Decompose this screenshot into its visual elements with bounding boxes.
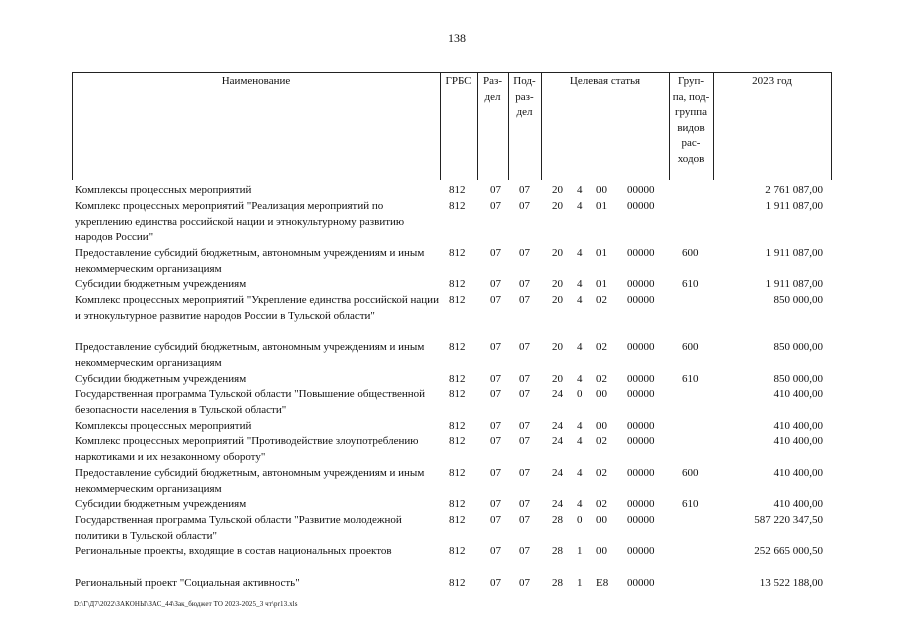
- row-cs-element: 02: [596, 373, 607, 385]
- header-podrazdel: Под- раз- дел: [513, 75, 536, 118]
- row-cs-direction: 00000: [627, 294, 655, 306]
- row-cs-type: 4: [577, 278, 583, 290]
- row-cs-direction: 00000: [627, 200, 655, 212]
- row-cs-direction: 00000: [627, 514, 655, 526]
- row-cs-direction: 00000: [627, 247, 655, 259]
- row-cs-element: 02: [596, 435, 607, 447]
- row-podrazdel: 07: [519, 247, 530, 259]
- row-cs-element: 02: [596, 498, 607, 510]
- row-cs-type: 4: [577, 184, 583, 196]
- row-podrazdel: 07: [519, 545, 530, 557]
- row-podrazdel: 07: [519, 498, 530, 510]
- row-razdel: 07: [490, 200, 501, 212]
- row-cs-element: 01: [596, 247, 607, 259]
- row-sum-2023: 850 000,00: [773, 294, 823, 306]
- row-cs-element: 00: [596, 184, 607, 196]
- row-sum-2023: 410 400,00: [773, 435, 823, 447]
- row-cs-type: 4: [577, 247, 583, 259]
- row-cs-direction: 00000: [627, 341, 655, 353]
- row-cs-type: 0: [577, 514, 583, 526]
- header-celevaya-statya: Целевая статья: [569, 75, 641, 87]
- row-podrazdel: 07: [519, 388, 530, 400]
- row-grbs: 812: [449, 420, 466, 432]
- row-podrazdel: 07: [519, 278, 530, 290]
- row-cs-program: 20: [552, 184, 563, 196]
- row-sum-2023: 587 220 347,50: [754, 514, 823, 526]
- row-name: Субсидии бюджетным учреждениям: [75, 498, 247, 510]
- row-name: Субсидии бюджетным учреждениям: [75, 278, 247, 290]
- row-cs-element: 02: [596, 294, 607, 306]
- row-cs-type: 4: [577, 467, 583, 479]
- row-vid-raskhodov: 600: [682, 467, 699, 479]
- row-vid-raskhodov: 610: [682, 373, 699, 385]
- row-cs-type: 4: [577, 420, 583, 432]
- row-vid-raskhodov: 600: [682, 341, 699, 353]
- row-grbs: 812: [449, 545, 466, 557]
- row-name: Региональные проекты, входящие в состав национальных проектов: [75, 545, 392, 557]
- row-cs-direction: 00000: [627, 467, 655, 479]
- row-name: Предоставление субсидий бюджетным, автономным учреждениям и иным некоммерческим организациям: [75, 467, 425, 495]
- row-sum-2023: 13 522 188,00: [759, 577, 823, 589]
- row-grbs: 812: [449, 278, 466, 290]
- row-sum-2023: 2 761 087,00: [765, 184, 823, 196]
- row-razdel: 07: [490, 498, 501, 510]
- row-cs-program: 20: [552, 373, 563, 385]
- header-razdel: Раз- дел: [482, 75, 502, 103]
- row-cs-direction: 00000: [627, 498, 655, 510]
- row-razdel: 07: [490, 514, 501, 526]
- row-podrazdel: 07: [519, 184, 530, 196]
- row-podrazdel: 07: [519, 294, 530, 306]
- row-grbs: 812: [449, 498, 466, 510]
- row-razdel: 07: [490, 278, 501, 290]
- footer-file-path: D:\Г\Д7\2022\ЗАКОНЫ\ЗАС_44\Зак_бюджет ТО 2023-2025_3 чт\pr13.xls: [74, 600, 298, 608]
- row-cs-direction: 00000: [627, 435, 655, 447]
- row-grbs: 812: [449, 200, 466, 212]
- row-cs-direction: 00000: [627, 577, 655, 589]
- row-cs-direction: 00000: [627, 388, 655, 400]
- row-podrazdel: 07: [519, 200, 530, 212]
- row-cs-type: 4: [577, 435, 583, 447]
- row-sum-2023: 410 400,00: [773, 498, 823, 510]
- row-cs-type: 4: [577, 498, 583, 510]
- row-vid-raskhodov: 610: [682, 498, 699, 510]
- row-cs-type: 0: [577, 388, 583, 400]
- row-cs-program: 24: [552, 420, 563, 432]
- row-grbs: 812: [449, 514, 466, 526]
- row-cs-element: 00: [596, 514, 607, 526]
- page-number: 138: [448, 31, 466, 45]
- row-cs-element: 02: [596, 467, 607, 479]
- row-name: Субсидии бюджетным учреждениям: [75, 373, 247, 385]
- row-grbs: 812: [449, 373, 466, 385]
- row-name: Региональный проект "Социальная активность": [75, 577, 300, 589]
- row-razdel: 07: [490, 247, 501, 259]
- row-vid-raskhodov: 600: [682, 247, 699, 259]
- row-cs-direction: 00000: [627, 420, 655, 432]
- row-name: Комплексы процессных мероприятий: [75, 420, 252, 432]
- row-cs-direction: 00000: [627, 545, 655, 557]
- row-name: Комплекс процессных мероприятий "Реализация мероприятий по укреплению единства российской нации и этнокультурному развитию народов России": [75, 200, 405, 243]
- row-cs-element: 00: [596, 420, 607, 432]
- row-podrazdel: 07: [519, 341, 530, 353]
- row-grbs: 812: [449, 341, 466, 353]
- row-cs-program: 20: [552, 200, 563, 212]
- row-cs-direction: 00000: [627, 278, 655, 290]
- row-podrazdel: 07: [519, 467, 530, 479]
- row-name: Предоставление субсидий бюджетным, автономным учреждениям и иным некоммерческим организациям: [75, 247, 425, 275]
- row-cs-program: 20: [552, 247, 563, 259]
- row-podrazdel: 07: [519, 435, 530, 447]
- row-sum-2023: 850 000,00: [773, 341, 823, 353]
- row-cs-element: E8: [596, 577, 609, 589]
- row-cs-program: 20: [552, 341, 563, 353]
- row-cs-element: 02: [596, 341, 607, 353]
- row-cs-element: 01: [596, 278, 607, 290]
- row-cs-program: 24: [552, 498, 563, 510]
- row-podrazdel: 07: [519, 577, 530, 589]
- row-razdel: 07: [490, 435, 501, 447]
- row-cs-element: 00: [596, 545, 607, 557]
- row-cs-program: 28: [552, 545, 563, 557]
- row-podrazdel: 07: [519, 373, 530, 385]
- row-grbs: 812: [449, 184, 466, 196]
- row-cs-element: 01: [596, 200, 607, 212]
- header-gruppa: Груп- па, под- группа видов рас- ходов: [672, 75, 710, 165]
- row-grbs: 812: [449, 388, 466, 400]
- row-name: Комплексы процессных мероприятий: [75, 184, 252, 196]
- row-cs-direction: 00000: [627, 184, 655, 196]
- row-cs-program: 28: [552, 577, 563, 589]
- row-sum-2023: 410 400,00: [773, 420, 823, 432]
- row-razdel: 07: [490, 420, 501, 432]
- row-razdel: 07: [490, 577, 501, 589]
- row-grbs: 812: [449, 435, 466, 447]
- row-grbs: 812: [449, 467, 466, 479]
- row-cs-program: 24: [552, 388, 563, 400]
- row-sum-2023: 252 665 000,50: [754, 545, 823, 557]
- row-razdel: 07: [490, 467, 501, 479]
- header-grbs: ГРБС: [445, 75, 472, 87]
- row-podrazdel: 07: [519, 514, 530, 526]
- row-razdel: 07: [490, 184, 501, 196]
- row-razdel: 07: [490, 373, 501, 385]
- row-cs-type: 4: [577, 294, 583, 306]
- row-grbs: 812: [449, 577, 466, 589]
- row-sum-2023: 410 400,00: [773, 467, 823, 479]
- row-cs-element: 00: [596, 388, 607, 400]
- row-cs-type: 4: [577, 341, 583, 353]
- row-podrazdel: 07: [519, 420, 530, 432]
- row-cs-program: 20: [552, 294, 563, 306]
- row-cs-program: 28: [552, 514, 563, 526]
- row-vid-raskhodov: 610: [682, 278, 699, 290]
- row-sum-2023: 850 000,00: [773, 373, 823, 385]
- row-cs-program: 20: [552, 278, 563, 290]
- header-name: Наименование: [221, 75, 291, 87]
- row-name: Государственная программа Тульской области "Повышение общественной безопасности населения в Тульской области": [75, 388, 425, 416]
- row-razdel: 07: [490, 341, 501, 353]
- row-name: Комплекс процессных мероприятий "Противодействие злоупотреблению наркотиками и их незаконному обороту": [75, 435, 419, 463]
- header-year: 2023 год: [752, 75, 792, 87]
- row-razdel: 07: [490, 388, 501, 400]
- row-razdel: 07: [490, 294, 501, 306]
- row-cs-program: 24: [552, 435, 563, 447]
- row-name: Комплекс процессных мероприятий "Укрепление единства российской нации и этнокультурное развитие народов России в Тульской области": [75, 294, 439, 322]
- row-cs-direction: 00000: [627, 373, 655, 385]
- row-cs-type: 4: [577, 373, 583, 385]
- row-cs-type: 1: [577, 545, 583, 557]
- row-cs-type: 4: [577, 200, 583, 212]
- row-grbs: 812: [449, 247, 466, 259]
- row-name: Государственная программа Тульской области "Развитие молодежной политики в Тульской области": [75, 514, 402, 542]
- row-name: Предоставление субсидий бюджетным, автономным учреждениям и иным некоммерческим организациям: [75, 341, 425, 369]
- row-sum-2023: 1 911 087,00: [765, 278, 823, 290]
- row-cs-program: 24: [552, 467, 563, 479]
- row-sum-2023: 1 911 087,00: [765, 200, 823, 212]
- row-sum-2023: 410 400,00: [773, 388, 823, 400]
- row-razdel: 07: [490, 545, 501, 557]
- row-cs-type: 1: [577, 577, 583, 589]
- row-grbs: 812: [449, 294, 466, 306]
- row-sum-2023: 1 911 087,00: [765, 247, 823, 259]
